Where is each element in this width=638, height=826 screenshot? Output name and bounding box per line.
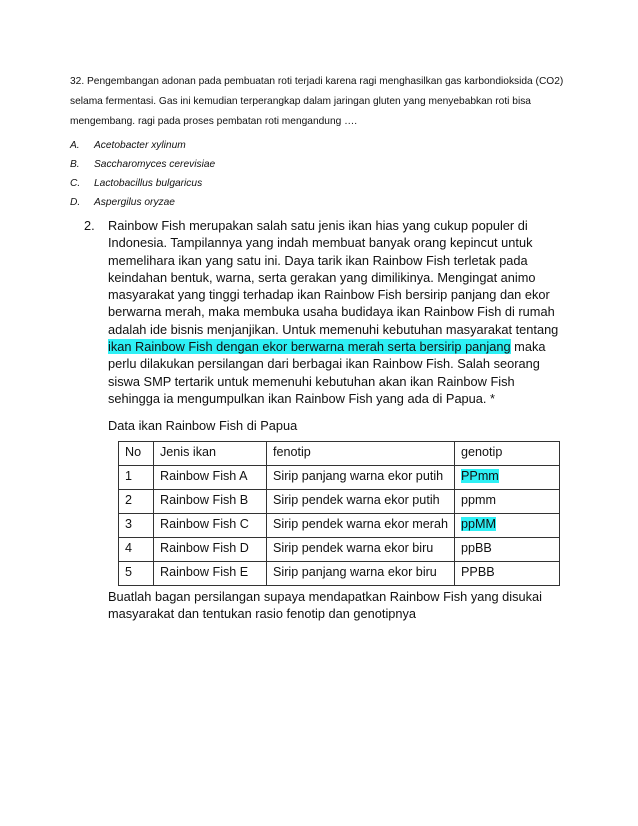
cell-jenis: Rainbow Fish D [154, 537, 267, 561]
question-2-number: 2. [84, 218, 95, 233]
option-c[interactable] [70, 174, 570, 193]
cell-no: 5 [119, 561, 154, 585]
option-letter: D. [70, 197, 81, 208]
cell-genotip [455, 465, 560, 489]
genotip-value: ppmm [461, 493, 497, 508]
cell-fenotip: Sirip panjang warna ekor biru [267, 561, 455, 585]
header-jenis: Jenis ikan [154, 441, 267, 465]
question-32 [70, 72, 570, 212]
cell-fenotip: Sirip panjang warna ekor putih [267, 465, 455, 489]
paragraph-text-before: Rainbow Fish merupakan salah satu jenis ikan hias yang cukup populer di Indonesia. Tampilannya yang indah membuat banyak orang kepincut untuk memelihara ikan yang satu ini. Daya tarik ikan Rainbow Fish terletak pada keindahan bentuk, warna, serta gerakan yang dimilikinya. Mengingat animo masyarakat yang tinggi terhadap ikan Rainbow Fish bersirip panjang dan ekor berwarna merah, maka membuka usaha budidaya ikan Rainbow Fish di rumah adalah ide bisnis menjanjikan. Untuk memenuhi kebutuhan masyarakat tentang [108, 218, 559, 337]
table-row [119, 561, 560, 585]
cell-jenis: Rainbow Fish E [154, 561, 267, 585]
cell-genotip [455, 489, 560, 513]
genotip-value: PPBB [461, 565, 495, 580]
paragraph-text-after: maka perlu dilakukan persilangan dari berbagai ikan Rainbow Fish. Salah seorang siswa SMP tertarik untuk memenuhi kebutuhan akan ikan Rainbow Fish sehingga ia mengumpulkan ikan Rainbow Fish yang ada di Papua. * [108, 339, 546, 406]
cell-no: 1 [119, 465, 154, 489]
table-header-row [119, 441, 560, 465]
cell-no: 4 [119, 537, 154, 561]
cell-fenotip: Sirip pendek warna ekor biru [267, 537, 455, 561]
question-32-text: 32. Pengembangan adonan pada pembuatan roti terjadi karena ragi menghasilkan gas karbondioksida (CO2) selama fermentasi. Gas ini kemudian terperangkap dalam jaringan gluten yang menyebabkan roti bisa mengembang. ragi pada proses pembatan roti mengandung …. [70, 76, 564, 127]
cell-genotip [455, 513, 560, 537]
option-a[interactable] [70, 136, 570, 155]
cell-jenis: Rainbow Fish A [154, 465, 267, 489]
table-row [119, 537, 560, 561]
table-row [119, 489, 560, 513]
cell-no: 3 [119, 513, 154, 537]
cell-jenis: Rainbow Fish C [154, 513, 267, 537]
cell-fenotip: Sirip pendek warna ekor putih [267, 489, 455, 513]
fish-data-table [118, 441, 560, 586]
cell-no: 2 [119, 489, 154, 513]
option-text: Lactobacillus bulgaricus [94, 178, 203, 189]
genotip-value: ppMM [461, 517, 497, 532]
option-letter: A. [70, 140, 80, 151]
option-d[interactable] [70, 193, 570, 212]
cell-genotip [455, 537, 560, 561]
question-2-body [108, 217, 564, 622]
question-32-options [70, 136, 570, 212]
cell-genotip [455, 561, 560, 585]
option-text: Aspergilus oryzae [94, 197, 175, 208]
question-2 [84, 217, 564, 622]
table-title: Data ikan Rainbow Fish di Papua [108, 418, 298, 434]
table-row [119, 465, 560, 489]
cell-fenotip: Sirip pendek warna ekor merah [267, 513, 455, 537]
question-2-instruction: Buatlah bagan persilangan supaya mendapatkan Rainbow Fish yang disukai masyarakat dan tentukan rasio fenotip dan genotipnya [108, 588, 542, 621]
header-no: No [119, 441, 154, 465]
header-fenotip: fenotip [267, 441, 455, 465]
option-b[interactable] [70, 155, 570, 174]
option-text: Saccharomyces cerevisiae [94, 159, 216, 170]
question-2-paragraph [108, 217, 564, 407]
highlighted-text: ikan Rainbow Fish dengan ekor berwarna merah serta bersirip panjang [108, 339, 511, 355]
option-letter: C. [70, 178, 81, 189]
cell-jenis: Rainbow Fish B [154, 489, 267, 513]
genotip-value: ppBB [461, 541, 492, 556]
genotip-value: PPmm [461, 469, 499, 484]
header-genotip: genotip [455, 441, 560, 465]
table-row [119, 513, 560, 537]
option-letter: B. [70, 159, 80, 170]
option-text: Acetobacter xylinum [94, 140, 186, 151]
